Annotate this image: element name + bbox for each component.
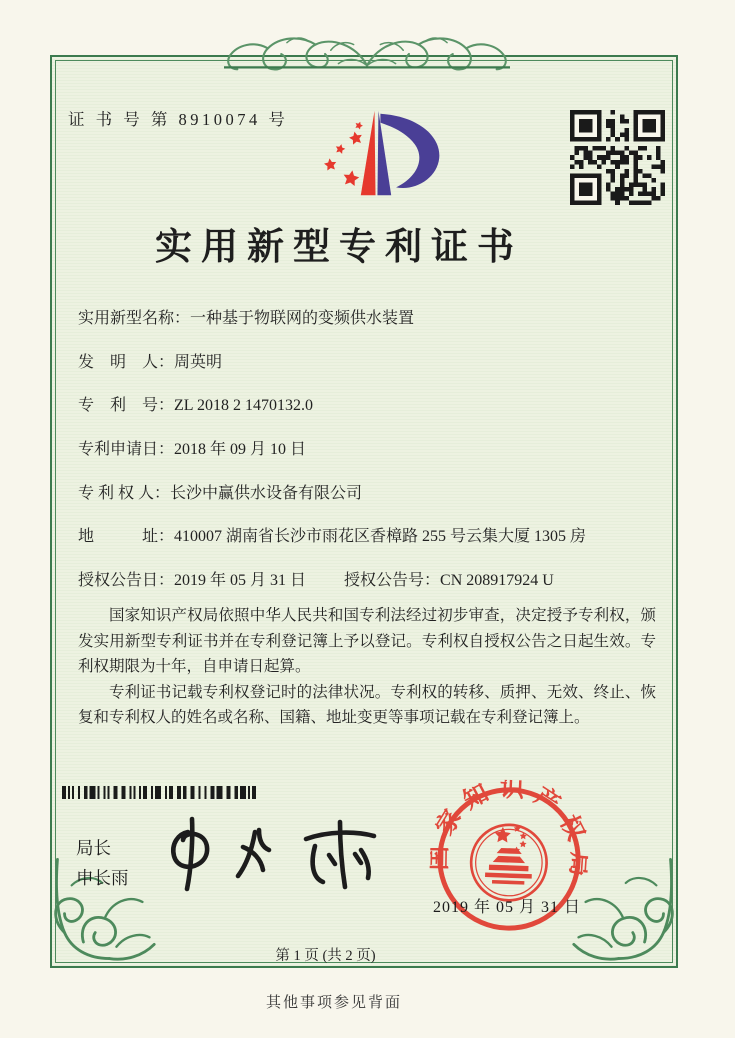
field-label: 授权公告号： — [344, 572, 441, 590]
field-label: 地 址： — [78, 528, 175, 546]
qr-code — [570, 110, 665, 205]
seal-text: 国家知识产权局 — [427, 777, 591, 878]
body-paragraph: 国家知识产权局依照中华人民共和国专利法经过初步审查，决定授予专利权，颁发实用新型专利证书并在专利登记簿上予以登记。专利权自授权公告之日起生效。专利权期限为十年，自申请日起算。 — [78, 607, 656, 675]
field-label: 专 利 号： — [78, 397, 175, 415]
field-value: 410007 湖南省长沙市雨花区香樟路 255 号云集大厦 1305 房 — [174, 528, 587, 546]
page-title: 实用新型专利证书 — [155, 227, 523, 268]
signer-name: 申长雨 — [76, 868, 129, 888]
signer-title: 局长 — [76, 838, 111, 858]
signer-block — [76, 833, 129, 893]
field-value: CN 208917924 U — [440, 572, 554, 590]
field-label: 实用新型名称： — [78, 310, 191, 327]
back-note: 其他事项参见背面 — [266, 995, 403, 1011]
signature-icon — [158, 812, 396, 894]
field-row-patentee — [78, 480, 653, 504]
field-value: ZL 2018 2 1470132.0 — [174, 397, 313, 415]
field-row-invention-name — [78, 305, 653, 329]
field-label: 授权公告日： — [78, 572, 175, 590]
field-row-address — [78, 523, 653, 547]
field-value: 长沙中赢供水设备有限公司 — [170, 484, 363, 502]
seal-date: 2019 年 05 月 31 日 — [433, 899, 582, 916]
field-value: 周英明 — [174, 353, 223, 371]
field-value: 2019 年 05 月 31 日 — [174, 572, 307, 590]
legal-text — [78, 603, 656, 731]
field-list — [78, 305, 653, 611]
field-row-patent-number — [78, 392, 653, 416]
body-paragraph: 专利证书记载专利权登记时的法律状况。专利权的转移、质押、无效、终止、恢复和专利权人的姓名或名称、国籍、地址变更等事项记载在专利登记簿上。 — [78, 683, 656, 726]
page-indicator: 第 1 页 (共 2 页) — [275, 948, 376, 964]
field-row-grant — [78, 567, 653, 591]
certificate-number: 证 书 号 第 8910074 号 — [68, 110, 289, 129]
field-row-inventor — [78, 349, 653, 373]
cnipa-logo-icon — [300, 104, 452, 202]
field-label: 专 利 权 人： — [78, 484, 171, 502]
field-value: 一种基于物联网的变频供水装置 — [190, 310, 415, 327]
barcode — [62, 786, 260, 799]
field-label: 专利申请日： — [78, 441, 175, 459]
field-row-filing-date — [78, 436, 653, 460]
field-label: 发 明 人： — [78, 353, 175, 371]
field-value: 2018 年 09 月 10 日 — [174, 441, 307, 459]
